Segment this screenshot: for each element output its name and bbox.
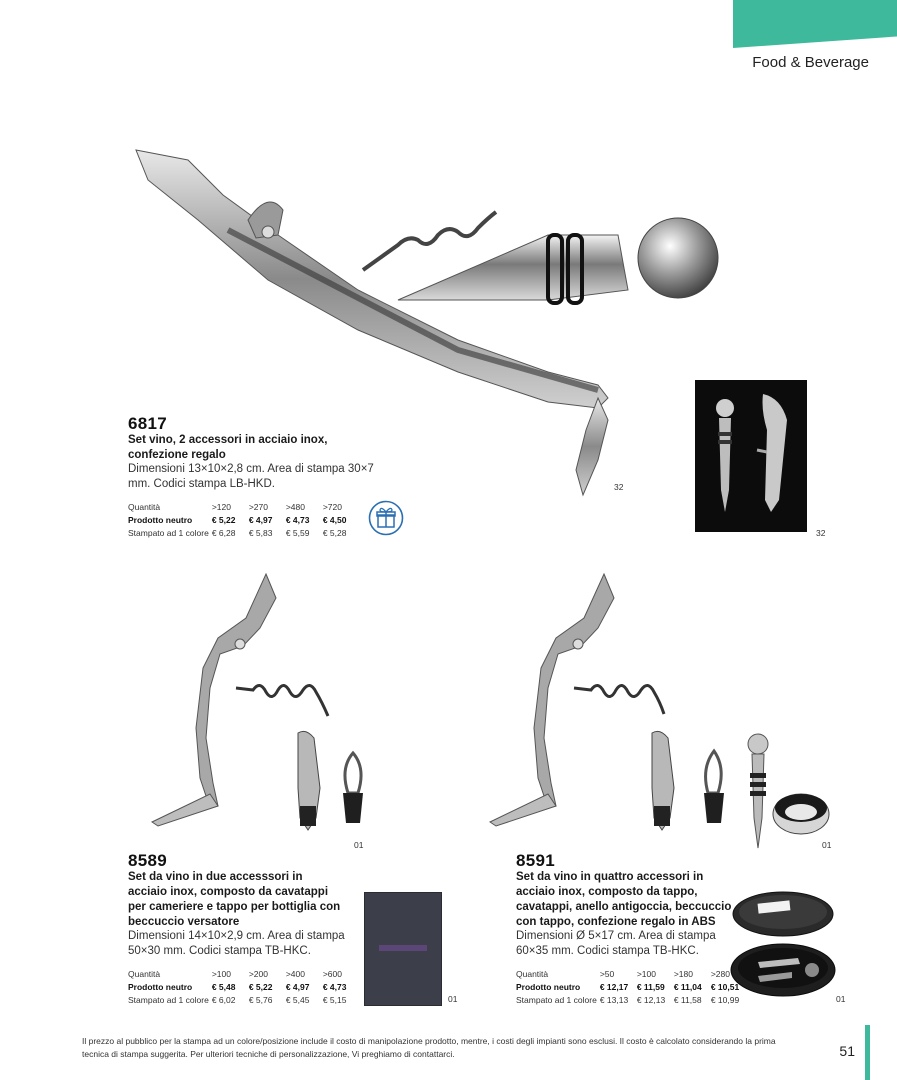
price-header-row [128, 500, 360, 513]
price-cell: Quantità [516, 968, 549, 979]
price-cell: € 5,22 [211, 514, 236, 525]
category-title: Food & Beverage [752, 54, 869, 71]
page-number: 51 [839, 1043, 855, 1059]
price-cell: >200 [248, 968, 268, 979]
price-cell: >270 [248, 501, 268, 512]
price-neutral-row [516, 980, 748, 993]
price-cell: >100 [211, 968, 231, 979]
product-6817-photo-color-code: 32 [816, 528, 826, 538]
price-cell: >100 [636, 968, 656, 979]
product-6817-photo [695, 380, 807, 532]
price-printed-row [128, 526, 360, 539]
price-cell: >50 [599, 968, 615, 979]
price-cell: € 6,02 [211, 994, 236, 1005]
product-8589-gift-box [364, 892, 442, 1006]
product-6817-description: Dimensioni 13×10×2,8 cm. Area di stampa 30×7 mm. Codici stampa LB-HKD. [128, 463, 374, 490]
price-cell: Prodotto neutro [128, 514, 193, 525]
price-cell: € 4,97 [248, 514, 273, 525]
price-cell: >180 [673, 968, 693, 979]
product-6817-title: Set vino, 2 accessori in acciaio inox, confezione regalo [128, 434, 328, 461]
price-cell: € 4,50 [322, 514, 347, 525]
price-cell: € 12,17 [599, 981, 629, 992]
price-cell: € 11,59 [636, 981, 665, 992]
price-cell: Quantità [128, 968, 161, 979]
price-cell: Stampato ad 1 colore [128, 994, 209, 1005]
product-8591-code: 8591 [516, 851, 556, 870]
price-cell: € 5,83 [248, 527, 273, 538]
product-8591-image-color-code: 01 [822, 840, 832, 850]
header-accent-tab [733, 0, 897, 48]
price-cell: € 5,48 [211, 981, 236, 992]
product-8591-description: Dimensioni Ø 5×17 cm. Area di stampa 60×35 mm. Codici stampa TB-HKC. [516, 930, 716, 957]
price-cell: € 5,22 [248, 981, 273, 992]
product-6817-price-table [128, 500, 360, 539]
price-header-row [516, 967, 748, 980]
price-cell: Prodotto neutro [516, 981, 581, 992]
footer-note: Il prezzo al pubblico per la stampa ad un colore/posizione include il costo di manipolazione prodotto, mentre, i costi degli impianti sono esclusi. Il costo è calcolato considerando la prima tecnica di stampa suggerita. Per ulteriori tecniche di personalizzazione, Vi preghiamo di contattarci. [82, 1036, 776, 1059]
product-8589-image [148, 568, 378, 848]
product-8591-box-color-code: 01 [836, 994, 846, 1004]
price-cell: € 11,58 [673, 994, 702, 1005]
product-8591-gift-case [728, 888, 836, 1000]
price-cell: € 10,99 [710, 994, 740, 1005]
product-8591-image [486, 568, 831, 853]
price-cell: Quantità [128, 501, 161, 512]
price-cell: € 4,73 [285, 514, 310, 525]
product-6817-code: 6817 [128, 414, 168, 433]
price-cell: € 5,28 [322, 527, 347, 538]
product-8589-code: 8589 [128, 851, 168, 870]
price-cell: >400 [285, 968, 305, 979]
price-cell: >600 [322, 968, 342, 979]
price-printed-row [128, 993, 360, 1006]
price-cell: >120 [211, 501, 231, 512]
price-cell: >280 [710, 968, 730, 979]
footer-accent-bar [865, 1025, 870, 1080]
price-cell: € 11,04 [673, 981, 702, 992]
price-cell: € 6,28 [211, 527, 236, 538]
product-8589-image-color-code: 01 [354, 840, 364, 850]
product-8589-price-table [128, 967, 360, 1006]
product-8591-price-table [516, 967, 748, 1006]
price-cell: € 5,15 [322, 994, 347, 1005]
price-cell: € 4,73 [322, 981, 347, 992]
price-neutral-row [128, 513, 360, 526]
price-neutral-row [128, 980, 360, 993]
gift-box-icon [368, 500, 404, 536]
product-8589-description: Dimensioni 14×10×2,9 cm. Area di stampa 50×30 mm. Codici stampa TB-HKC. [128, 930, 345, 957]
price-cell: € 13,13 [599, 994, 629, 1005]
product-8589-box-color-code: 01 [448, 994, 458, 1004]
price-cell: € 12,13 [636, 994, 666, 1005]
price-cell: Stampato ad 1 colore [516, 994, 597, 1005]
price-cell: Stampato ad 1 colore [128, 527, 209, 538]
product-6817-image-color-code: 32 [614, 482, 624, 492]
price-cell: Prodotto neutro [128, 981, 193, 992]
price-cell: >720 [322, 501, 342, 512]
price-printed-row [516, 993, 748, 1006]
price-cell: € 5,76 [248, 994, 273, 1005]
price-cell: € 5,59 [285, 527, 310, 538]
price-cell: € 4,97 [285, 981, 310, 992]
price-cell: € 10,51 [710, 981, 740, 992]
price-header-row [128, 967, 360, 980]
product-8591-title: Set da vino in quattro accessori in acciaio inox, composto da tappo, cavatappi, anello antigoccia, beccuccio con tappo, confezione regalo in ABS [516, 871, 732, 928]
product-8589-title: Set da vino in due accesssori in acciaio inox, composto da cavatappi per cameriere e tappo per bottiglia con beccuccio versatore [128, 871, 341, 928]
price-cell: € 5,45 [285, 994, 310, 1005]
price-cell: >480 [285, 501, 305, 512]
